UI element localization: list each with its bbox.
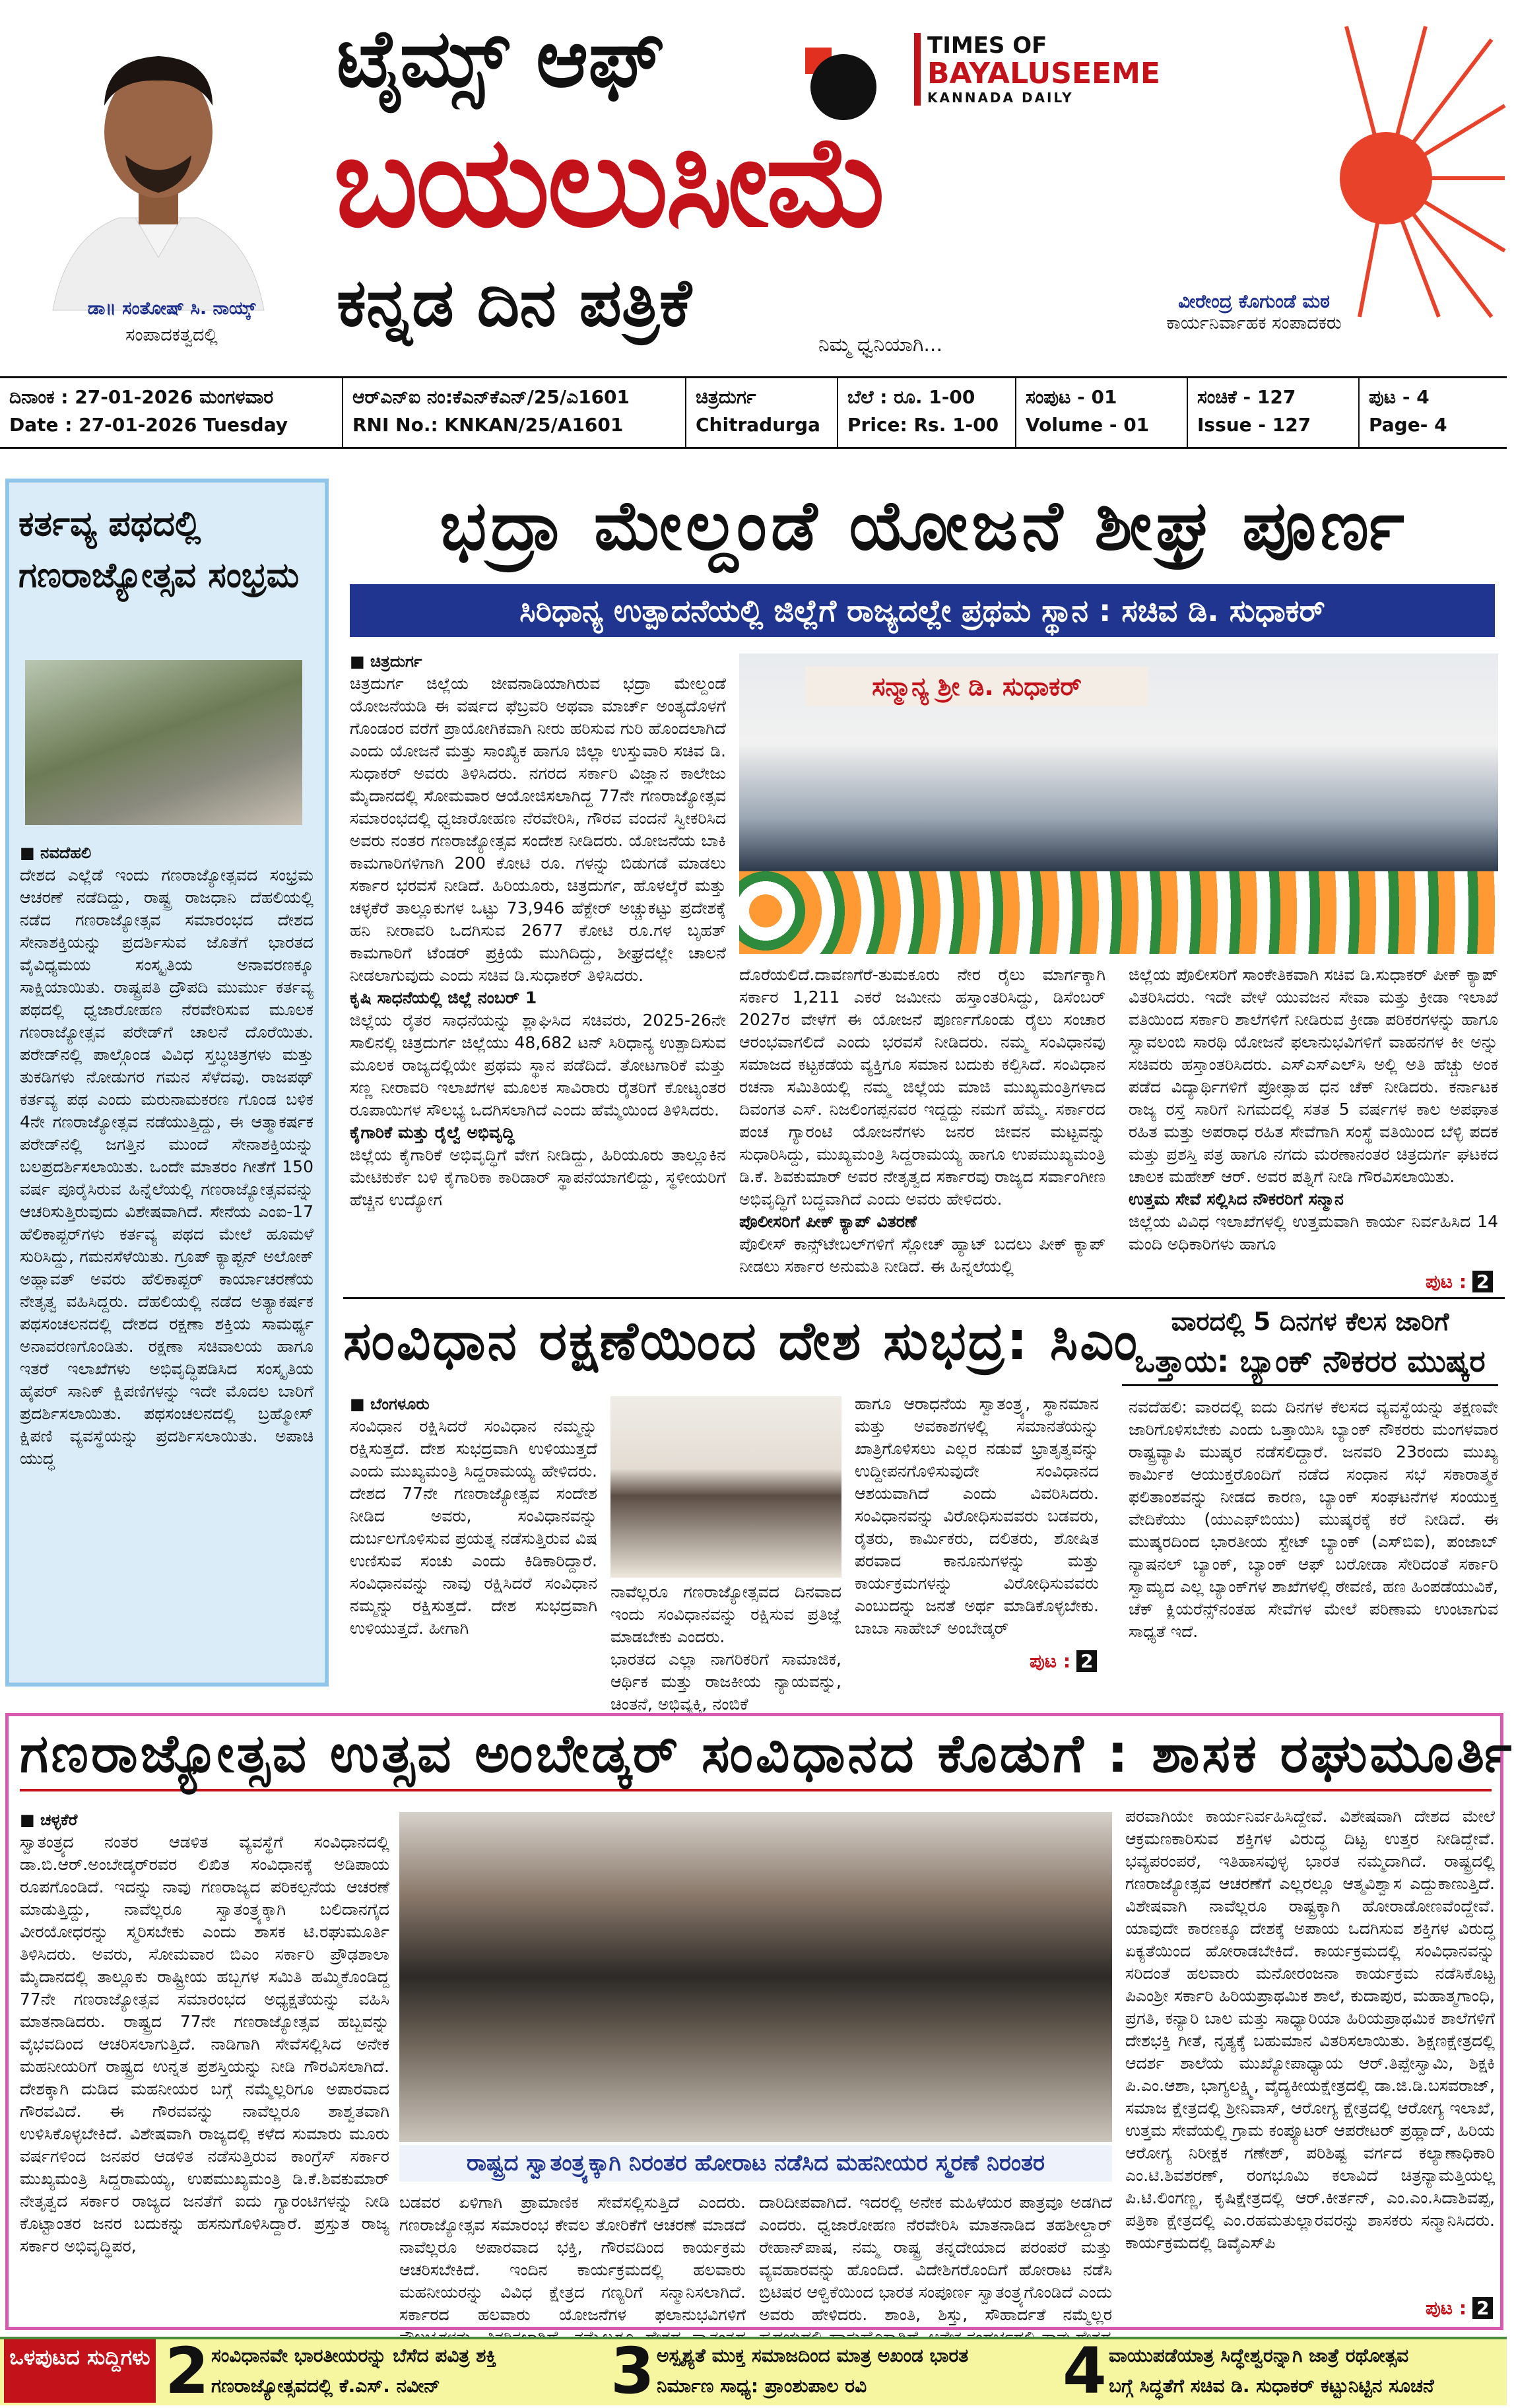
lead-continue xyxy=(1426,1271,1493,1293)
cm-continue-label: ಪುಟ : xyxy=(1030,1650,1071,1672)
footer-item-line1: ಸಂವಿಧಾನವೇ ಭಾರತೀಯರನ್ನು ಬೆಸೆದ ಪವಿತ್ರ ಶಕ್ತಿ xyxy=(211,2345,496,2366)
price-kn: ಬೆಲೆ : ರೂ. 1-00 xyxy=(847,386,975,408)
price-en: Price: Rs. 1-00 xyxy=(847,414,999,436)
lead-col1-text: ಚಿತ್ರದುರ್ಗ ಜಿಲ್ಲೆಯ ಜೀವನಾಡಿಯಾಗಿರುವ ಭದ್ರಾ ಮೇಲ್ದಂಡೆ ಯೋಜನೆಯಡಿ ಈ ವರ್ಷದ ಫೆಬ್ರವರಿ ಅಥವಾ ಮಾರ್ಚ್ ಅಂತ್ಯದೊಳಗೆ ಗೊಂಡಂರ ವರೆಗೆ ಪ್ರಾಯೋಗಿಕವಾಗಿ ನೀರು ಹರಿಸುವ ಗುರಿ ಹೊಂದಲಾಗಿದೆ ಎಂದು ಯೋಜನೆ ಮತ್ತು ಸಾಂಖ್ಯಿಕ ಹಾಗೂ ಜಿಲ್ಲಾ ಉಸ್ತುವಾರಿ ಸಚಿವ ಡಿ. ಸುಧಾಕರ್ ಅವರು ತಿಳಿಸಿದರು. ನಗರದ ಸರ್ಕಾರಿ ವಿಜ್ಞಾನ ಕಾಲೇಜು ಮೈದಾನದಲ್ಲಿ ಸೋಮವಾರ ಆಯೋಜಿಸಲಾಗಿದ್ದ 77ನೇ ಗಣರಾಜ್ಯೋತ್ಸವ ಸಮಾರಂಭದಲ್ಲಿ ಧ್ವಜಾರೋಹಣ ನೆರವೇರಿಸಿ, ಗೌರವ ವಂದನೆ ಸ್ವೀಕರಿಸಿದ ಅವರು ನಂತರ ಗಣರಾಜ್ಯೋತ್ಸವ ಸಂದೇಶ ನೀಡಿದರು. ಯೋಜನೆಯ ಬಾಕಿ ಕಾಮಗಾರಿಗಳಿಗಾಗಿ 200 ಕೋಟಿ ರೂ. ಗಳನ್ನು ಬಿಡುಗಡೆ ಮಾಡಲು ಸರ್ಕಾರ ಭರವಸೆ ನೀಡಿದೆ. ಹಿರಿಯೂರು, ಚಿತ್ರದುರ್ಗ, ಹೊಳಲ್ಕೆರೆ ಮತ್ತು ಚಳ್ಳಕೆರೆ ತಾಲ್ಲೂಕುಗಳ ಒಟ್ಟು 73,946 ಹೆಕ್ಟೇರ್ ಅಚ್ಚುಕಟ್ಟು ಪ್ರದೇಶಕ್ಕೆ ಹನಿ ನೀರಾವರಿ ಒದಗಿಸುವ 2677 ಕೋಟಿ ರೂ.ಗಳ ಬೃಹತ್ ಕಾಮಗಾರಿಗೆ ಟೆಂಡರ್ ಪ್ರಕ್ರಿಯೆ ಮುಗಿದಿದ್ದು, ಶೀಘ್ರದಲ್ಲೇ ಚಾಲನೆ ನೀಡಲಾಗುವುದು ಎಂದು ಸಚಿವ ಡಿ.ಸುಧಾಕರ್ ತಿಳಿಸಿದರು. xyxy=(350,674,726,985)
sidebar-place: ■ ನವದೆಹಲಿ xyxy=(20,844,92,862)
footer-item-line2: ಬಗ್ಗೆ ಸಿದ್ಧತೆಗೆ ಸಚಿವ ಡಿ. ಸುಧಾಕರ್ ಕಟ್ಟುನಿಟ್ಟಿನ ಸೂಚನೆ xyxy=(1109,2375,1434,2397)
eng-line2: BAYALUSEEME xyxy=(927,57,1160,90)
city-cell xyxy=(686,378,838,447)
cm-place: ■ ಬೆಂಗಳೂರು xyxy=(350,1395,430,1413)
lead-col1b-text: ಜಿಲ್ಲೆಯ ರೈತರ ಸಾಧನೆಯನ್ನು ಶ್ಲಾಘಿಸಿದ ಸಚಿವರು, 2025-26ನೇ ಸಾಲಿನಲ್ಲಿ ಚಿತ್ರದುರ್ಗ ಜಿಲ್ಲೆಯು 48,682 ಟನ್ ಸಿರಿಧಾನ್ಯ ಉತ್ಪಾದಿಸುವ ಮೂಲಕ ರಾಜ್ಯದಲ್ಲಿಯೇ ಪ್ರಥಮ ಸ್ಥಾನ ಪಡೆದಿದೆ. ತೋಟಗಾರಿಕೆ ಮತ್ತು ಸಣ್ಣ ನೀರಾವರಿ ಇಲಾಖೆಗಳ ಮೂಲಕ ಸಾವಿರಾರು ರೈತರಿಗೆ ಕೋಟ್ಯಂತರ ರೂಪಾಯಿಗಳ ಸೌಲಭ್ಯ ಒದಗಿಸಲಾಗಿದೆ ಎಂದು ಹೆಮ್ಮೆಯಿಂದ ತಿಳಿಸಿದರು. xyxy=(350,1011,726,1120)
lead-continue-num: 2 xyxy=(1472,1271,1493,1292)
cm-col1 xyxy=(350,1393,597,1683)
footer-item-num: 3 xyxy=(610,2334,655,2408)
bottom-place: ■ ಚಳ್ಳಕೆರೆ xyxy=(20,1811,78,1829)
editor-photo xyxy=(40,20,277,310)
lead-col3b-text: ಜಿಲ್ಲೆಯ ವಿವಿಧ ಇಲಾಖೆಗಳಲ್ಲಿ ಉತ್ತಮವಾಗಿ ಕಾರ್ಯ ನಿರ್ವಹಿಸಿದ 14 ಮಂದಿ ಅಧಿಕಾರಿಗಳು ಹಾಗೂ xyxy=(1129,1212,1498,1254)
lead-sub2: ಕೈಗಾರಿಕೆ ಮತ್ತು ರೈಲ್ವೆ ಅಭಿವೃದ್ಧಿ xyxy=(350,1123,515,1142)
lead-photo xyxy=(739,653,1498,954)
exec-name: ವೀರೇಂದ್ರ ಕೊಗುಂಡೆ ಮಠ xyxy=(1178,290,1330,312)
footer-item[interactable] xyxy=(165,2334,587,2408)
lead-col2 xyxy=(739,964,1105,1320)
volume-en: Volume - 01 xyxy=(1026,414,1150,436)
cm-headline: ಸಂವಿಧಾನ ರಕ್ಷಣೆಯಿಂದ ದೇಶ ಸುಭದ್ರ: ಸಿಎಂ xyxy=(343,1310,1140,1372)
slogan: ನಿಮ್ಮ ಧ್ವನಿಯಾಗಿ... xyxy=(818,333,942,356)
english-logo xyxy=(914,33,1171,106)
lead-subheadline: ಸಿರಿಧಾನ್ಯ ಉತ್ಪಾದನೆಯಲ್ಲಿ ಜಿಲ್ಲೆಗೆ ರಾಜ್ಯದಲ್ಲೇ ಪ್ರಥಮ ಸ್ಥಾನ : ಸಚಿವ ಡಿ. ಸುಧಾಕರ್ xyxy=(350,584,1495,637)
footer-item-num: 4 xyxy=(1063,2334,1107,2408)
city-en: Chitradurga xyxy=(696,414,820,436)
volume-cell xyxy=(1016,378,1188,447)
cm-img-caption: ನಾವೆಲ್ಲರೂ ಗಣರಾಜ್ಯೋತ್ಸವದ ದಿನವಾದ ಇಂದು ಸಂವಿಧಾನವನ್ನು ರಕ್ಷಿಸುವ ಪ್ರತಿಜ್ಞೆ ಮಾಡಬೇಕು ಎಂದರು. xyxy=(610,1582,841,1646)
cm-col3-text: ಹಾಗೂ ಆರಾಧನೆಯ ಸ್ವಾತಂತ್ರ್ಯ, ಸ್ಥಾನಮಾನ ಮತ್ತು ಅವಕಾಶಗಳಲ್ಲಿ ಸಮಾನತೆಯನ್ನು ಖಾತ್ರಿಗೊಳಿಸಲು ಎಲ್ಲರ ನಡುವೆ ಭ್ರಾತೃತ್ವವನ್ನು ಉದ್ದೀಪನಗೊಳಿಸುವುದೇ ಸಂವಿಧಾನದ ಆಶಯವಾಗಿದೆ ಎಂದು ವಿವರಿಸಿದರು. ಸಂವಿಧಾನವನ್ನು ವಿರೋಧಿಸುವವರು ಬಡವರು, ರೈತರು, ಕಾರ್ಮಿಕರು, ದಲಿತರು, ಶೋಷಿತ ಪರವಾದ ಕಾನೂನುಗಳನ್ನು ಮತ್ತು ಕಾರ್ಯಕ್ರಮಗಳನ್ನು ವಿರೋಧಿಸುವವರು ಎಂಬುದನ್ನು ಜನತೆ ಅರ್ಥ ಮಾಡಿಕೊಳ್ಳಬೇಕು. ಬಾಬಾ ಸಾಹೇಬ್ ಅಂಬೇಡ್ಕರ್ xyxy=(855,1394,1099,1638)
cm-col2-text: ಭಾರತದ ಎಲ್ಲಾ ನಾಗರಿಕರಿಗೆ ಸಾಮಾಜಿಕ, ಆರ್ಥಿಕ ಮತ್ತು ರಾಜಕೀಯ ನ್ಯಾಯವನ್ನು, ಚಿಂತನೆ, ಅಭಿವ್ಯಕ್ತಿ, ನಂಬಿಕೆ xyxy=(610,1650,841,1714)
volume-kn: ಸಂಪುಟ - 01 xyxy=(1026,386,1117,408)
bank-headline2: ಒತ್ತಾಯ: ಬ್ಯಾಂಕ್ ನೌಕರರ ಮುಷ್ಕರ xyxy=(1122,1343,1498,1386)
info-bar xyxy=(0,376,1507,449)
lead-place: ■ ಚಿತ್ರದುರ್ಗ xyxy=(350,652,422,671)
masthead-title-main: ಬಯಲುಸೀಮೆ xyxy=(333,109,888,255)
date-kn: ದಿನಾಂಕ : 27-01-2026 ಮಂಗಳವಾರ xyxy=(9,386,274,408)
lead-sub4: ಉತ್ತಮ ಸೇವೆ ಸಲ್ಲಿಸಿದ ನೌಕರರಿಗೆ ಸನ್ಮಾನ xyxy=(1129,1189,1344,1209)
sidebar-photo xyxy=(25,660,302,825)
cm-continue-num: 2 xyxy=(1076,1650,1097,1672)
editor-name: ಡಾ॥ ಸಂತೋಷ್ ಸಿ. ನಾಯ್ಕ್ xyxy=(87,298,256,319)
footer-badge: ಒಳಪುಟದ ಸುದ್ದಿಗಳು xyxy=(4,2339,156,2403)
issue-en: Issue - 127 xyxy=(1197,414,1311,436)
page-cell xyxy=(1360,378,1507,447)
rni-en: RNI No.: KNKAN/25/A1601 xyxy=(352,414,624,436)
bottom-continue xyxy=(1426,2297,1493,2320)
bottom-headline: ಗಣರಾಜ್ಯೋತ್ಸವ ಉತ್ಸವ ಅಂಬೇಡ್ಕರ್ ಸಂವಿಧಾನದ ಕೊಡುಗೆ : ಶಾಸಕ ರಘುಮೂರ್ತಿ xyxy=(20,1723,1492,1791)
rni-kn: ಆರ್‌ಎನ್‌ಐ ನಂ:ಕೆಎನ್‌ಕೆಎನ್/25/ಎ1601 xyxy=(352,386,630,408)
eng-line1: TIMES OF xyxy=(927,32,1047,59)
lead-col2b-text: ಪೊಲೀಸ್ ಕಾನ್ಸ್‌ಟೇಬಲ್‌ಗಳಿಗೆ ಸ್ಲೋಚ್ ಹ್ಯಾಟ್ ಬದಲು ಪೀಕ್ ಕ್ಯಾಪ್ ನೀಡಲು ಸರ್ಕಾರ ಅನುಮತಿ ನೀಡಿದೆ. ಈ ಹಿನ್ನಲೆಯಲ್ಲಿ xyxy=(739,1234,1105,1276)
bottom-col2: ಬಡವರ ಏಳಿಗಾಗಿ ಪ್ರಾಮಾಣಿಕ ಸೇವೆಸಲ್ಲಿಸುತ್ತಿದೆ ಎಂದರು. ಗಣರಾಜ್ಯೋತ್ಸವ ಸಮಾರಂಭ ಕೇವಲ ತೋರಿಕೆಗೆ ಆಚರಣೆ ಮಾಡದೆ ನಾವೆಲ್ಲರೂ ಅಪಾರವಾದ ಭಕ್ತಿ, ಗೌರವದಿಂದ ಕಾರ್ಯಕ್ರಮ ಆಚರಿಸಬೇಕಿದೆ. ಇಂದಿನ ಕಾರ್ಯಕ್ರಮದಲ್ಲಿ ಹಲವಾರು ಮಹನೀಯರನ್ನು ವಿವಿಧ ಕ್ಷೇತ್ರದ ಗಣ್ಯರಿಗೆ ಸನ್ಮಾನಿಸಲಾಗಿದೆ. ಸರ್ಕಾರದ ಹಲವಾರು ಯೋಜನೆಗಳ ಫಲಾನುಭವಿಗಳಿಗೆ xyxy=(399,2193,746,2324)
cm-col2 xyxy=(610,1581,841,1714)
lead-col3 xyxy=(1129,964,1498,1294)
executive-editor xyxy=(1043,290,1465,334)
balloons xyxy=(739,871,1498,954)
sidebar-article xyxy=(20,842,313,1673)
date-en: Date : 27-01-2026 Tuesday xyxy=(9,414,288,436)
eng-line3: KANNADA DAILY xyxy=(927,90,1074,106)
cm-col3 xyxy=(855,1393,1099,1683)
footer-item-line1: ವಾಯುಪಡೆಯಾತ್ರ ಸಿದ್ಧೇಶ್ವರನ್ನಾಗಿ ಜಾತ್ರೆ ರಥೋತ್ಸವ xyxy=(1109,2345,1409,2366)
lead-col1 xyxy=(350,650,726,1241)
cm-continue xyxy=(1030,1650,1097,1673)
footer-item-line2: ನಿರ್ಮಾಣ ಸಾಧ್ಯ: ಪ್ರಾಂಶುಪಾಲ ರವಿ xyxy=(657,2375,867,2397)
bottom-photo-caption: ರಾಷ್ಟ್ರದ ಸ್ವಾತಂತ್ರ್ಯಕ್ಕಾಗಿ ನಿರಂತರ ಹೋರಾಟ ನಡೆಸಿದ ಮಹನೀಯರ ಸ್ಮರಣೆ ನಿರಂತರ xyxy=(399,2145,1112,2182)
bottom-col1-text: ಸ್ವಾತಂತ್ರ್ಯದ ನಂತರ ಆಡಳಿತ ವ್ಯವಸ್ಥೆಗೆ ಸಂವಿಧಾನದಲ್ಲಿ ಡಾ.ಬಿ.ಆರ್.ಅಂಬೇಡ್ಕರ್‌ರವರ ಲಿಖಿತ ಸಂವಿಧಾನಕ್ಕೆ ಅಡಿಪಾಯ ರೂಪಗೊಂಡಿದೆ. ಇದನ್ನು ನಾವು ಗಣರಾಜ್ಯದ ಪರಿಕಲ್ಪನೆಯ ಆಚರಣೆ ಮಾಡುತ್ತಿದ್ದು, ನಾವೆಲ್ಲರೂ ಸ್ವಾತಂತ್ರ್ಯಕ್ಕಾಗಿ ಬಲಿದಾನಗೈದ ವೀರಯೋಧರನ್ನು ಸ್ಮರಿಸಬೇಕು ಎಂದು ಶಾಸಕ ಟಿ.ರಘುಮೂರ್ತಿ ತಿಳಿಸಿದರು. ಅವರು, ಸೋಮವಾರ ಬಿಎಂ ಸರ್ಕಾರಿ ಪ್ರೌಢಶಾಲಾ ಮೈದಾನದಲ್ಲಿ ತಾಲ್ಲೂಕು ರಾಷ್ಟ್ರೀಯ ಹಬ್ಬಗಳ ಸಮಿತಿ ಹಮ್ಮಿಕೊಂಡಿದ್ದ 77ನೇ ಗಣರಾಜ್ಯೋತ್ಸವ ಸಮಾರಂಭದ ಅಧ್ಯಕ್ಷತೆಯನ್ನು ವಹಿಸಿ ಮಾತನಾಡಿದರು. ರಾಷ್ಟ್ರದ 77ನೇ ಗಣರಾಜ್ಯೋತ್ಸವ ಹಬ್ಬವನ್ನು ವೈಭವದಿಂದ ಆಚರಿಸಲಾಗುತ್ತಿದೆ. ನಾಡಿಗಾಗಿ ಸೇವೆಸಲ್ಲಿಸಿದ ಅನೇಕ ಮಹನೀಯರಿಗೆ ರಾಷ್ಟ್ರದ ಉನ್ನತ ಪ್ರಶಸ್ತಿಯನ್ನು ನೀಡಿ ಗೌರವಿಸಲಾಗಿದೆ. ದೇಶಕ್ಕಾಗಿ ದುಡಿದ ಮಹನೀಯರ ಬಗ್ಗೆ ನಮ್ಮೆಲ್ಲರಿಗೂ ಅಪಾರವಾದ ಗೌರವವಿದೆ. ಈ ಗೌರವವನ್ನು ನಾವೆಲ್ಲರೂ ಶಾಶ್ವತವಾಗಿ ಉಳಿಸಿಕೊಳ್ಳಬೇಕಿದೆ. ವಿಶೇಷವಾಗಿ ರಾಜ್ಯದಲ್ಲಿ ಕಳೆದ ಸುಮಾರು ಮೂರು ವರ್ಷಗಳಿಂದ ಜನಪರ ಆಡಳಿತ ನಡೆಸುತ್ತಿರುವ ಕಾಂಗ್ರೆಸ್ ಸರ್ಕಾರ ಮುಖ್ಯಮಂತ್ರಿ ಸಿದ್ದರಾಮಯ್ಯ, ಉಪಮುಖ್ಯಮಂತ್ರಿ ಡಿ.ಕೆ.ಶಿವಕುಮಾರ್ ನೇತೃತ್ವದ ಸರ್ಕಾರ ರಾಜ್ಯದ ಜನತೆಗೆ ಐದು ಗ್ಯಾರಂಟಿಗಳನ್ನು ನೀಡಿ ಕೊಟ್ಟಾಂತರ ಜನರ ಬದುಕನ್ನು ಹಸನುಗೊಳಿಸಿದ್ದಾರೆ. ಪ್ರಸ್ತುತ ರಾಜ್ಯ ಸರ್ಕಾರ ಅಭಿವೃದ್ಧಿಪರ, xyxy=(20,1832,389,2256)
footer-item[interactable] xyxy=(1063,2334,1505,2408)
cm-col1-text: ಸಂವಿಧಾನ ರಕ್ಷಿಸಿದರೆ ಸಂವಿಧಾನ ನಮ್ಮನ್ನು ರಕ್ಷಿಸುತ್ತದೆ. ದೇಶ ಸುಭದ್ರವಾಗಿ ಉಳಿಯುತ್ತದೆ ಎಂದು ಮುಖ್ಯಮಂತ್ರಿ ಸಿದ್ದರಾಮಯ್ಯ ಹೇಳಿದರು. ದೇಶದ 77ನೇ ಗಣರಾಜ್ಯೋತ್ಸವ ಸಂದೇಶ ನೀಡಿದ ಅವರು, ಸಂವಿಧಾನವನ್ನು ದುರ್ಬಲಗೊಳಿಸುವ ಪ್ರಯತ್ನ ನಡೆಸುತ್ತಿರುವ ವಿಷ ಉಣಿಸುವ ಸಂಚು ಎಂದು ಕಿಡಿಕಾರಿದ್ದಾರೆ. ಸಂವಿಧಾನವನ್ನು ನಾವು ರಕ್ಷಿಸಿದರೆ ಸಂವಿಧಾನ ನಮ್ಮನ್ನು ರಕ್ಷಿಸುತ್ತದೆ. ದೇಶ ಸುಭದ್ರವಾಗಿ ಉಳಿಯುತ್ತದೆ. ಹೀಗಾಗಿ xyxy=(350,1417,597,1638)
divider xyxy=(343,1297,1505,1299)
bottom-col4: ಪರವಾಗಿಯೇ ಕಾರ್ಯನಿರ್ವಹಿಸಿದ್ದೇವೆ. ವಿಶೇಷವಾಗಿ ದೇಶದ ಮೇಲೆ ಆಕ್ರಮಣಕಾರಿಸುವ ಶಕ್ತಿಗಳ ವಿರುದ್ಧ ದಿಟ್ಟ ಉತ್ತರ ನೀಡಿದ್ದೇವೆ. ಭವ್ಯಪರಂಪರೆ, ಇತಿಹಾಸವುಳ್ಳ ಭಾರತ ನಮ್ಮದಾಗಿದೆ. ರಾಷ್ಟ್ರದಲ್ಲಿ ಗಣರಾಜ್ಯೋತ್ಸವ ಆಚರಣೆಗೆ ಎಲ್ಲರಲ್ಲೂ ಆತ್ಮವಿಶ್ವಾಸ ಎದ್ದುಕಾಣುತ್ತಿದೆ. ವಿಶೇಷವಾಗಿ ನಾವೆಲ್ಲರೂ ರಾಷ್ಟ್ರಕ್ಕಾಗಿ ಹೋರಾಡೋಣವೆಂದ್ದೇವೆ. ಯಾವುದೇ ಕಾರಣಕ್ಕೂ ದೇಶಕ್ಕೆ ಅಪಾಯ ಒದಗಿಸುವ ಶಕ್ತಿಗಳ ವಿರುದ್ಧ ಏಕ್ಯತೆಯಿಂದ ಹೋರಾಡಬೇಕಿದೆ. ಕಾರ್ಯಕ್ರಮದಲ್ಲಿ ಸಂವಿಧಾನವನ್ನು ಸರಿದಂತೆ ಹಲವಾರು ಮನೋರಂಜನಾ ಕಾರ್ಯಕ್ರಮ ನಡೆಸಿಕೊಟ್ಟ ಪಿಎಂಶ್ರೀ ಸರ್ಕಾರಿ ಹಿರಿಯಪ್ರಾಥಮಿಕ ಶಾಲೆ, ಕುದಾಪುರ, ಮಹಾತ್ಮಗಾಂಧಿ, ಪ್ರಗತಿ, ಕನ್ಯಾರಿ ಬಾಲ ಮತ್ತು ಸಾಧ್ಯಾರಿಯಾ ಹಿರಿಯಪ್ರಾಥಮಿಕ ಶಾಲೆಗಳಿಗೆ ದೇಶಭಕ್ತಿ ಗೀತೆ, ನೃತ್ಯಕ್ಕೆ ಬಹುಮಾನ ವಿತರಿಸಲಾಯಿತು. ಶಿಕ್ಷಣಕ್ಷೇತ್ರದಲ್ಲಿ ಆದರ್ಶ ಶಾಲೆಯ ಮುಖ್ಯೋಪಾಧ್ಯಾಯ ಆರ್.ತಿಪ್ಪೇಸ್ವಾಮಿ, ಶಿಕ್ಷಕಿ ಪಿ.ಎಂ.ಆಶಾ, ಭಾಗ್ಯಲಕ್ಷ್ಮಿ, ವೈದ್ಯಕೀಯಕ್ಷೇತ್ರದಲ್ಲಿ ಡಾ.ಜಿ.ಡಿ.ಬಸವರಾಜ್, ಸಮಾಜ ಕ್ಷೇತ್ರದಲ್ಲಿ ಶ್ರೀನಿವಾಸ್, ಆರೋಗ್ಯ ಕ್ಷೇತ್ರದಲ್ಲಿ ಆರೋಗ್ಯ ಇಲಾಖೆ, ಉತ್ತಮ ಸೇವೆಯಲ್ಲಿ ಗ್ರಾಮ ಕಂಪ್ಯೂಟರ್ ಆಪರೇಟರ್ ಪ್ರಹ್ಲಾದ್, ಹಿರಿಯ ಆರೋಗ್ಯ ನಿರೀಕ್ಷಕ ಗಣೇಶ್, ಪರಿಶಿಷ್ಟ ವರ್ಗದ ಕಲ್ಯಾಣಾಧಿಕಾರಿ ಎಂ.ಟಿ.ಶಿವಶರಣ್, ರಂಗಭೂಮಿ ಕಲಾವಿದೆ ಚಿತ್ರನ್ಯಾಮತ್ತಿಯಲ್ಲ ಪಿ.ಟಿ.ಲಿಂಗಣ್ಣ, ಕೃಷಿಕ್ಷೇತ್ರದಲ್ಲಿ ಆರ್.ಕೀರ್ತನ್, ಎಂ.ಎಂ.ಸಿದಾಶಿವಪ್ಪ, ಪತ್ರಿಕಾ ಕ್ಷೇತ್ರದಲ್ಲಿ ಎಂ.ರಹಮತುಲ್ಲಾರವರನ್ನು ಶಾಸಕರು ಸನ್ಮಾನಿಸಿದರು. ಕಾರ್ಯಕ್ರಮದಲ್ಲಿ ಡಿವೈಎಸ್‌ಪಿ xyxy=(1125,1807,1495,2252)
editor-role: ಸಂಪಾದಕತ್ವದಲ್ಲಿ xyxy=(125,325,218,345)
city-kn: ಚಿತ್ರದುರ್ಗ xyxy=(696,386,756,408)
bottom-col3: ದಾರಿದೀಪವಾಗಿದೆ. ಇದರಲ್ಲಿ ಅನೇಕ ಮಹಿಳೆಯರ ಪಾತ್ರವೂ ಅಡಗಿದೆ ಎಂದರು. ಧ್ವಜಾರೋಹಣ ನೆರವೇರಿಸಿ ಮಾತನಾಡಿದ ತಹಶೀಲ್ದಾರ್ ರೇಹಾನ್‌ಪಾಷ, ನಮ್ಮ ರಾಷ್ಟ್ರ ತನ್ನದೇಯಾದ ಪರಂಪರೆ ಮತ್ತು ವ್ಯವಹಾರವನ್ನು ಹೊಂದಿದೆ. ವಿದೇಶಿಗರೊಂದಿಗೆ ಹೋರಾಟ ನಡೆಸಿ ಬ್ರಿಟಿಷರ ಆಳ್ವಿಕೆಯಿಂದ ಭಾರತ ಸಂಪೂರ್ಣ ಸ್ವಾತಂತ್ರ್ಯಗೊಂಡಿದೆ ಎಂದು ಅವರು ಹೇಳಿದರು. ಶಾಂತಿ, ಶಿಸ್ತು, ಸೌಹಾರ್ದತೆ ನಮ್ಮೆಲ್ಲರ xyxy=(759,2193,1112,2324)
issue-cell xyxy=(1188,378,1360,447)
lead-continue-label: ಪುಟ : xyxy=(1426,1271,1467,1292)
lead-sub1: ಕೃಷಿ ಸಾಧನೆಯಲ್ಲಿ ಜಿಲ್ಲೆ ನಂಬರ್ 1 xyxy=(350,988,537,1007)
bank-article: ನವದೆಹಲಿ: ವಾರದಲ್ಲಿ ಐದು ದಿನಗಳ ಕೆಲಸದ ವ್ಯವಸ್ಥೆಯನ್ನು ತಕ್ಷಣವೇ ಜಾರಿಗೊಳಿಸಬೇಕು ಎಂದು ಒತ್ತಾಯಿಸಿ ಬ್ಯಾಂಕ್ ನೌಕರರು ಮಂಗಳವಾರ ರಾಷ್ಟ್ರವ್ಯಾಪಿ ಮುಷ್ಕರ ನಡೆಸಲಿದ್ದಾರೆ. ಜನವರಿ 23ರಂದು ಮುಖ್ಯ ಕಾರ್ಮಿಕ ಆಯುಕ್ತರೊಂದಿಗೆ ನಡೆದ ಸಂಧಾನ ಸಭೆ ಸಕಾರಾತ್ಮಕ ಫಲಿತಾಂಶವನ್ನು ನೀಡದ ಕಾರಣ, ಬ್ಯಾಂಕ್ ಸಂಘಟನೆಗಳ ಸಂಯುಕ್ತ ವೇದಿಕೆಯು (ಯುಎಫ್‌ಬಿಯು) ಮುಷ್ಕರಕ್ಕೆ ಕರೆ ನೀಡಿದೆ. ಈ ಮುಷ್ಕರದಿಂದ ಭಾರತೀಯ ಸ್ಟೇಟ್ ಬ್ಯಾಂಕ್ (ಎಸ್‌ಬಿಐ), ಪಂಜಾಬ್ ನ್ಯಾಷನಲ್ ಬ್ಯಾಂಕ್, ಬ್ಯಾಂಕ್ ಆಫ್ ಬರೋಡಾ ಸೇರಿದಂತೆ ಸರ್ಕಾರಿ ಸ್ವಾಮ್ಯದ ಎಲ್ಲ ಬ್ಯಾಂಕ್‌ಗಳ ಶಾಖೆಗಳಲ್ಲಿ ಠೇವಣಿ, ಹಣ ಹಿಂಪಡೆಯುವಿಕೆ, ಚೆಕ್ ಕ್ಲಿಯರೆನ್ಸ್‌ನಂತಹ ಸೇವೆಗಳ ಮೇಲೆ ಪರಿಣಾಮ ಉಂಟಾಗುವ ಸಾಧ್ಯತೆ ಇದೆ. xyxy=(1129,1397,1498,1641)
bottom-photo xyxy=(399,1812,1112,2142)
issue-kn: ಸಂಚಿಕೆ - 127 xyxy=(1197,386,1296,408)
lead-col3-text: ಜಿಲ್ಲೆಯ ಪೊಲೀಸರಿಗೆ ಸಾಂಕೇತಿಕವಾಗಿ ಸಚಿವ ಡಿ.ಸುಧಾಕರ್ ಪೀಕ್ ಕ್ಯಾಪ್ ವಿತರಿಸಿದರು. ಇದೇ ವೇಳೆ ಯುವಜನ ಸೇವಾ ಮತ್ತು ಕ್ರೀಡಾ ಇಲಾಖೆ ವತಿಯಿಂದ ಸರ್ಕಾರಿ ಶಾಲೆಗಳಿಗೆ ನೀಡಿರುವ ಕ್ರೀಡಾ ಪರಿಕರಗಳನ್ನು ಹಾಗೂ ಸ್ವಾವಲಂಬಿ ಸಾರಥಿ ಯೋಜನೆ ಫಲಾನುಭವಿಗಳಿಗೆ ವಾಹನಗಳ ಕೀ ಅನ್ನು ಸಚಿವರು ಹಸ್ತಾಂತರಿಸಿದರು. ಎಸ್‌ಎಸ್‌ಎಲ್‌ಸಿ ಅಲ್ಲಿ ಅತಿ ಹೆಚ್ಚು ಅಂಕ ಪಡೆದ ವಿದ್ಯಾರ್ಥಿಗಳಿಗೆ ಪ್ರೋತ್ಸಾಹ ಧನ ಚೆಕ್ ನೀಡಿದರು. ಕರ್ನಾಟಕ ರಾಜ್ಯ ರಸ್ತೆ ಸಾರಿಗೆ ನಿಗಮದಲ್ಲಿ ಸತತ 5 ವರ್ಷಗಳ ಕಾಲ ಅಪಘಾತ ರಹಿತ ಮತ್ತು ಅಪರಾಧ ರಹಿತ ಸೇವೆಗಾಗಿ ಸಂಸ್ಥೆ ವತಿಯಿಂದ ಬೆಳ್ಳಿ ಪದಕ ಮತ್ತು ಪ್ರಶಸ್ತಿ ಪತ್ರ ಹಾಗೂ ನಗದು ಮರಣಾನಂತರ ಚಿತ್ರದುರ್ಗ ಘಟಕದ ಚಾಲಕ ಮಹೇಶ್ ಆರ್. ಅವರ ಪತ್ನಿಗೆ ನೀಡಿ ಗೌರವಿಸಲಾಯಿತು. xyxy=(1129,965,1498,1186)
masthead-title-line3: ಕನ್ನಡ ದಿನ ಪತ್ರಿಕೆ xyxy=(337,264,692,341)
cm-photo xyxy=(610,1396,841,1578)
bottom-continue-num: 2 xyxy=(1472,2297,1493,2319)
footer-item-line2: ಗಣರಾಜ್ಯೋತ್ಸವದಲ್ಲಿ ಕೆ.ಎಸ್. ನವೀನ್ xyxy=(211,2375,440,2397)
bank-headline1: ವಾರದಲ್ಲಿ 5 ದಿನಗಳ ಕೆಲಸ ಜಾರಿಗೆ xyxy=(1171,1307,1449,1336)
rni-cell xyxy=(343,378,686,447)
lead-col2-text: ದೊರೆಯಲಿದೆ.ದಾವಣಗೆರೆ-ತುಮಕೂರು ನೇರ ರೈಲು ಮಾರ್ಗಕ್ಕಾಗಿ ಸರ್ಕಾರ 1,211 ಎಕರೆ ಜಮೀನು ಹಸ್ತಾಂತರಿಸಿದ್ದು, ಡಿಸೆಂಬರ್ 2027ರ ವೇಳೆಗೆ ಈ ಯೋಜನೆ ಪೂರ್ಣಗೊಂಡು ರೈಲು ಸಂಚಾರ ಆರಂಭವಾಗಲಿದೆ ಎಂದು ಭರವಸೆ ನೀಡಿದರು. ನಮ್ಮ ಸಂವಿಧಾನವು ಸಮಾಜದ ಕಟ್ಟಕಡೆಯ ವ್ಯಕ್ತಿಗೂ ಸಮಾನ ಬದುಕು ಕಲ್ಪಿಸಿದೆ. ಸಂವಿಧಾನ ರಚನಾ ಸಮಿತಿಯಲ್ಲಿ ನಮ್ಮ ಜಿಲ್ಲೆಯ ಮಾಜಿ ಮುಖ್ಯಮಂತ್ರಿಗಳಾದ ದಿವಂಗತ ಎಸ್. ನಿಜಲಿಂಗಪ್ಪನವರ ಇದ್ದದ್ದು ನಮಗೆ ಹೆಮ್ಮೆ. ಸರ್ಕಾರದ ಪಂಚ ಗ್ಯಾರಂಟಿ ಯೋಜನೆಗಳು ಜನರ ಜೀವನ ಮಟ್ಟವನ್ನು ಸುಧಾರಿಸಿದ್ದು, ಮುಖ್ಯಮಂತ್ರಿ ಸಿದ್ದರಾಮಯ್ಯ ಹಾಗೂ ಉಪಮುಖ್ಯಮಂತ್ರಿ ಡಿ.ಕೆ. ಶಿವಕುಮಾರ್ ಅವರ ನೇತೃತ್ವದ ಸರ್ಕಾರವು ರಾಜ್ಯದ ಸರ್ವಾಂಗೀಣ ಅಭಿವೃದ್ಧಿಗೆ ಬದ್ಧವಾಗಿದೆ ಎಂದು ಅವರು ಹೇಳಿದರು. xyxy=(739,965,1105,1209)
sidebar-headline: ಕರ್ತವ್ಯ ಪಥದಲ್ಲಿ ಗಣರಾಜ್ಯೋತ್ಸವ ಸಂಭ್ರಮ xyxy=(18,504,300,595)
lead-col1c-text: ಜಿಲ್ಲೆಯ ಕೈಗಾರಿಕೆ ಅಭಿವೃದ್ಧಿಗೆ ವೇಗ ನೀಡಿದ್ದು, ಹಿರಿಯೂರು ತಾಲ್ಲೂಕಿನ ಮೇಟಿಕುರ್ಕೆ ಬಳಿ ಕೈಗಾರಿಕಾ ಕಾರಿಡಾರ್ ಸ್ಥಾಪನೆಯಾಗಲಿದ್ದು, ಸ್ಥಳೀಯರಿಗೆ ಹೆಚ್ಚಿನ ಉದ್ಯೋಗ xyxy=(350,1145,726,1209)
footer-item-num: 2 xyxy=(165,2334,209,2408)
masthead-title-line1: ಟೈಮ್ಸ್ ಆಫ್ xyxy=(337,13,665,105)
exec-role: ಕಾರ್ಯನಿರ್ವಾಹಕ ಸಂಪಾದಕರು xyxy=(1166,313,1342,333)
lead-photo-banner: ಸನ್ಮಾನ್ಯ ಶ್ರೀ ಡಿ. ಸುಧಾಕರ್ xyxy=(805,667,1148,706)
footer-item-line1: ಅಸ್ಪೃಶ್ಯತೆ ಮುಕ್ತ ಸಮಾಜದಿಂದ ಮಾತ್ರ ಅಖಂಡ ಭಾರತ xyxy=(657,2345,969,2366)
lead-sub3: ಪೊಲೀಸರಿಗೆ ಪೀಕ್ ಕ್ಯಾಪ್ ವಿತರಣೆ xyxy=(739,1212,917,1231)
sidebar-body: ದೇಶದ ಎಲ್ಲೆಡೆ ಇಂದು ಗಣರಾಜ್ಯೋತ್ಸವದ ಸಂಭ್ರಮ ಆಚರಣೆ ನಡೆದಿದ್ದು, ರಾಷ್ಟ್ರ ರಾಜಧಾನಿ ದೆಹಲಿಯಲ್ಲಿ ನಡೆದ ಗಣರಾಜ್ಯೋತ್ಸವ ಸಮಾರಂಭದ ದೇಶದ ಸೇನಾಶಕ್ತಿಯನ್ನು ಪ್ರದರ್ಶಿಸುವ ಜೊತೆಗೆ ಭಾರತದ ವೈವಿಧ್ಯಮಯ ಸಂಸ್ಕೃತಿಯ ಅನಾವರಣಕ್ಕೂ ಸಾಕ್ಷಿಯಾಯಿತು. ರಾಷ್ಟ್ರಪತಿ ದ್ರೌಪದಿ ಮುರ್ಮು ಕರ್ತವ್ಯ ಪಥದಲ್ಲಿ ಧ್ವಜಾರೋಹಣ ನೆರವೇರಿಸುವ ಮೂಲಕ ಗಣರಾಜ್ಯೋತ್ಸವ ಪರೇಡ್‌ಗೆ ಚಾಲನೆ ದೊರೆಯಿತು. ಪರೇಡ್‌ನಲ್ಲಿ ಪಾಲ್ಗೊಂಡ ವಿವಿಧ ಸ್ತಬ್ಧಚಿತ್ರಗಳು ಮತ್ತು ತುಕಡಿಗಳು ನೋಡುಗರ ಗಮನ ಸೆಳೆದವು. ರಾಜಪಥ್ ಕರ್ತವ್ಯ ಪಥ ಎಂದು ಮರುನಾಮಕರಣ ಗೊಂಡ ಬಳಿಕ 4ನೇ ಗಣರಾಜ್ಯೋತ್ಸವ ನಡೆಯುತ್ತಿದ್ದು, ಈ ಆತ್ಮಾಕರ್ಷಕ ಪರೇಡ್‌ನಲ್ಲಿ ಜಗತ್ತಿನ ಮುಂದೆ ಸೇನಾಶಕ್ತಿಯನ್ನು ಬಲಪ್ರದರ್ಶಿಸಲಾಯಿತು. ಒಂದೇ ಮಾತರಂ ಗೀತೆಗೆ 150 ವರ್ಷ ಪೂರೈಸಿರುವ ಹಿನ್ನೆಲೆಯಲ್ಲಿ ಗಣರಾಜ್ಯೋತ್ಸವವನ್ನು ಆಚರಿಸುತ್ತಿರುವುದು ವಿಶೇಷವಾಗಿದೆ. ಸೇನೆಯ ಎಂಐ-17 ಹೆಲಿಕಾಪ್ಟರ್‌ಗಳು ಕರ್ತವ್ಯ ಪಥದ ಮೇಲೆ ಹೂಮಳೆ ಸುರಿಸಿದ್ದು, ಗಮನಸೆಳೆಯಿತು. ಗ್ರೂಪ್ ಕ್ಯಾಪ್ಟನ್ ಅಲೋಕ್ ಅಹ್ಲಾವತ್ ಅವರು ಹೆಲಿಕಾಪ್ಟರ್ ಕಾರ್ಯಾಚರಣೆಯ ನೇತೃತ್ವ ವಹಿಸಿದ್ದರು. ದೆಹಲಿಯಲ್ಲಿ ನಡೆದ ಅತ್ಯಾಕರ್ಷಕ ಪಥಸಂಚಲನದಲ್ಲಿ ದೇಶದ ರಕ್ಷಣಾ ಶಕ್ತಿಯ ಸಾಮರ್ಥ್ಯ ಅನಾವರಣಗೊಂಡಿತು. ರಕ್ಷಣಾ ಸಚಿವಾಲಯ ಹಾಗೂ ಇತರೆ ಇಲಾಖೆಗಳು ಅಭಿವೃದ್ಧಿಪಡಿಸಿದ ಸಂಸ್ಕೃತಿಯ ಹೈಪರ್ ಸಾನಿಕ್ ಕ್ಷಿಪಣಿಗಳನ್ನು ಇದೇ ಮೊದಲ ಬಾರಿಗೆ ಪ್ರದರ್ಶಿಸಲಾಯಿತು. ಪಥಸಂಚಲನದಲ್ಲಿ ಬ್ರಹ್ಮೋಸ್ ಕ್ಷಿಪಣಿ ವ್ಯವಸ್ಥೆಯನ್ನು ಪ್ರದರ್ಶಿಸಲಾಯಿತು. ಅಪಾಚಿ ಯುದ್ಧ xyxy=(20,865,313,1468)
bottom-continue-label: ಪುಟ : xyxy=(1426,2297,1467,2319)
price-cell xyxy=(838,378,1016,447)
date-cell xyxy=(0,378,343,447)
footer-item[interactable] xyxy=(610,2334,1059,2408)
page-en: Page- 4 xyxy=(1369,414,1447,436)
page-kn: ಪುಟ - 4 xyxy=(1369,386,1430,408)
bottom-col1 xyxy=(20,1809,389,2324)
lead-headline: ಭದ್ರಾ ಮೇಲ್ದಂಡೆ ಯೋಜನೆ ಶೀಘ್ರ ಪೂರ್ಣ xyxy=(440,485,1408,566)
